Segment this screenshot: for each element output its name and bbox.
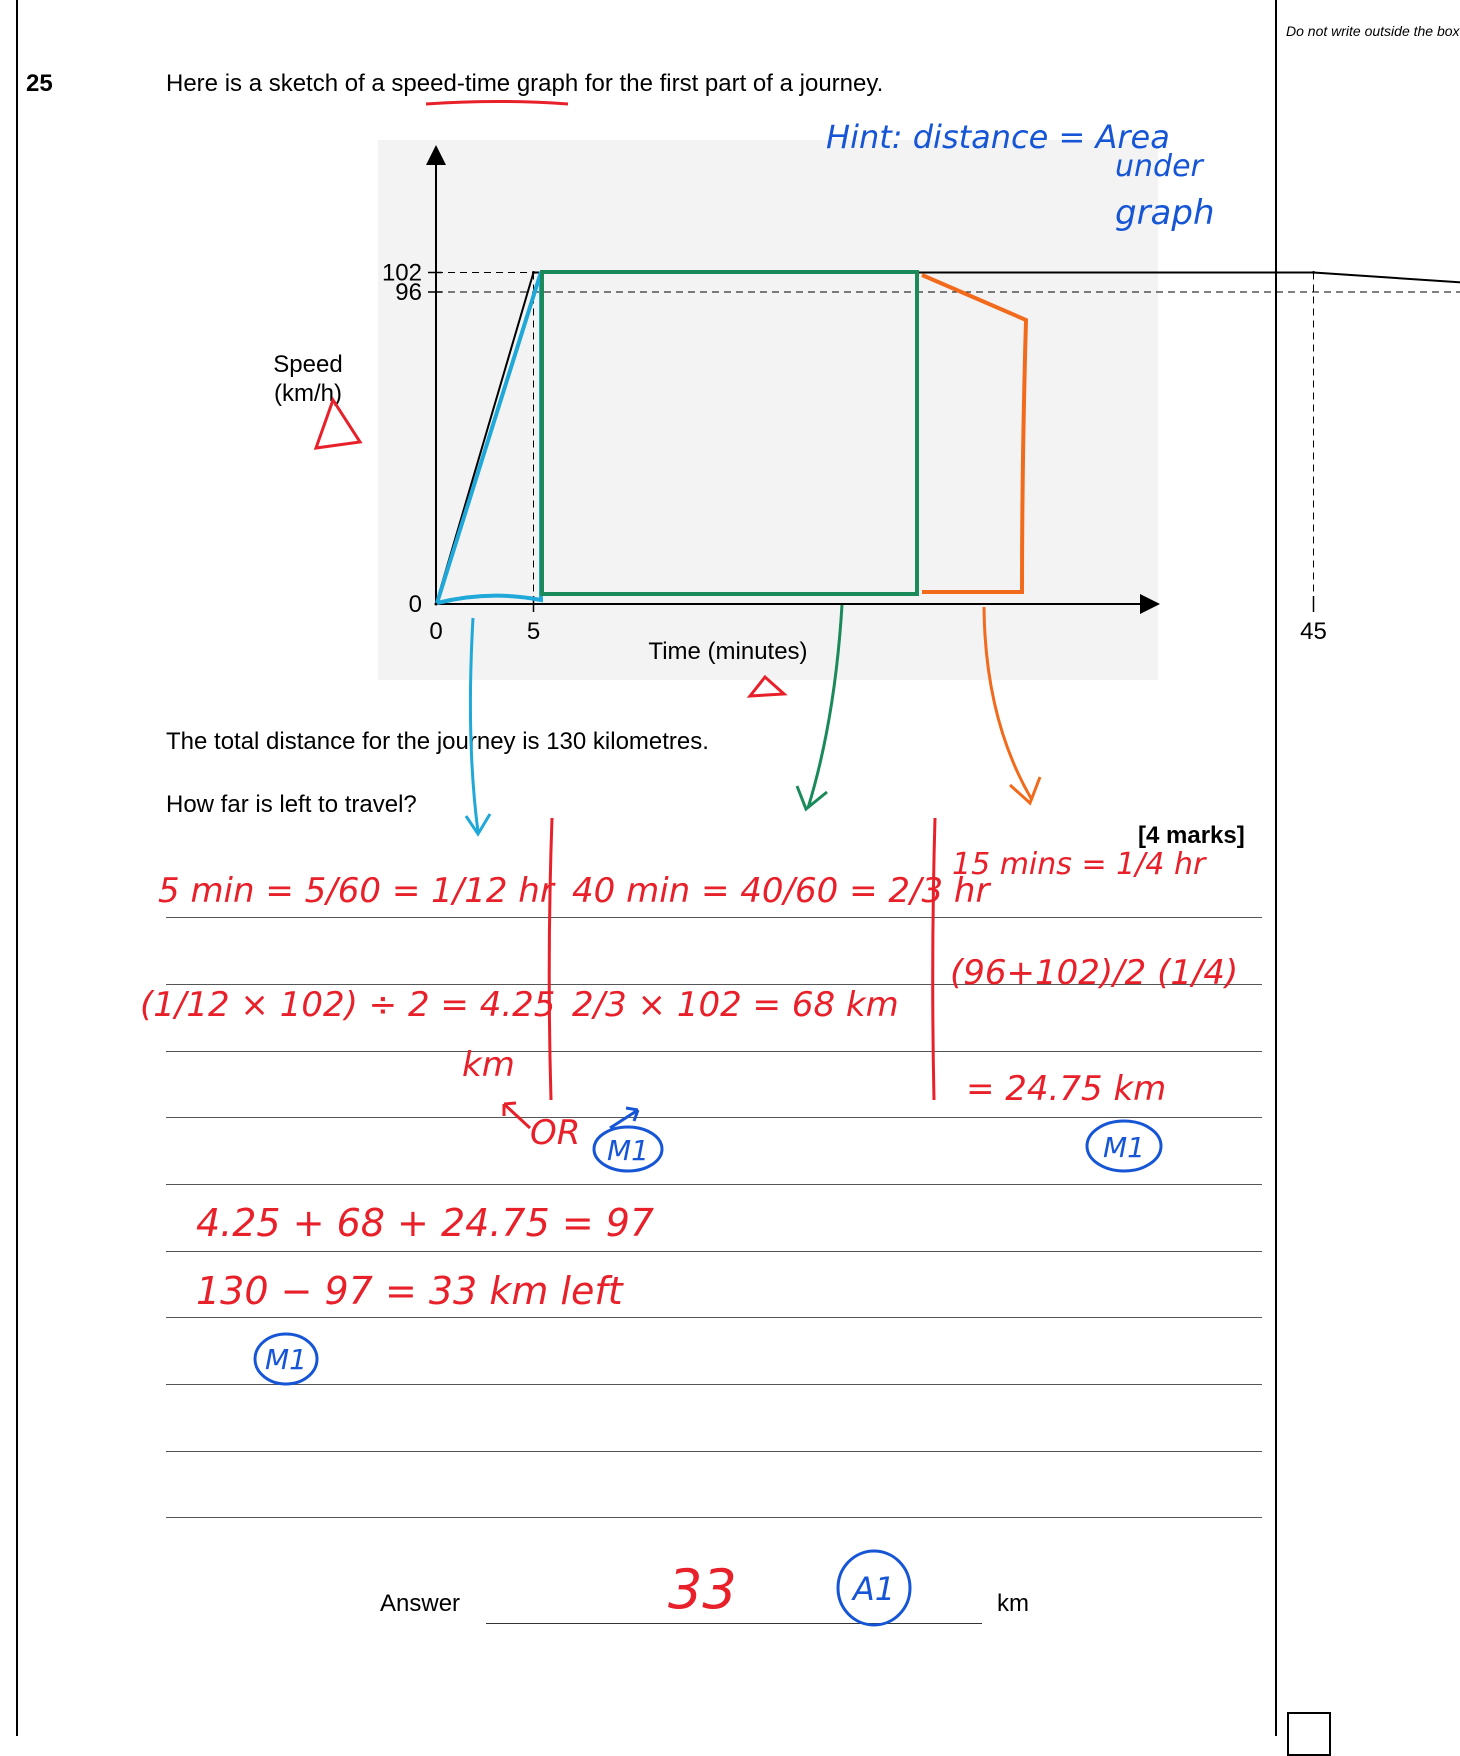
marks-label: [4 marks]: [1138, 822, 1245, 850]
sum-line: 4.25 + 68 + 24.75 = 97: [196, 1201, 654, 1245]
hint-text: under: [1115, 149, 1205, 184]
graph-background: [378, 140, 1158, 680]
y-axis-label: Speed: [273, 351, 342, 378]
question-statement: The total distance for the journey is 130 kilometres.: [166, 728, 709, 756]
mark-a1: [838, 1551, 910, 1625]
x-axis-label: Time (minutes): [648, 638, 807, 665]
answer-unit: km: [997, 1590, 1029, 1618]
question-number: 25: [26, 70, 53, 98]
or-text: OR: [530, 1113, 580, 1153]
answer-value: 33: [668, 1558, 737, 1621]
data-point: [532, 271, 535, 274]
m1-label: M1: [265, 1343, 307, 1376]
col3-calculation: (96+102)/2 (1/4): [950, 953, 1238, 993]
x-tick-label: 0: [429, 618, 442, 645]
mark-m1-col2: [594, 1127, 662, 1171]
y-tick-label: 102: [382, 260, 422, 287]
col1-calculation: (1/12 × 102) ÷ 2 = 4.25: [140, 985, 555, 1025]
x-tick-label: 5: [527, 618, 540, 645]
y-tick-label: 0: [409, 591, 422, 618]
blue-pointer-icon: [610, 1108, 638, 1128]
left-line: 130 − 97 = 33 km left: [196, 1269, 625, 1313]
column-divider: [549, 818, 552, 1100]
hint-text: Hint: distance = Area: [826, 118, 1170, 156]
margin-note: Do not write outside the box: [1286, 22, 1326, 40]
red-underline: [426, 102, 568, 105]
m1-label: M1: [1103, 1131, 1145, 1164]
m1-label: M1: [607, 1134, 649, 1167]
col1-unit: km: [462, 1045, 515, 1085]
red-triangle-icon: [316, 400, 360, 448]
mark-m1-col3: [1087, 1121, 1161, 1171]
data-point: [1312, 271, 1315, 274]
col3-result: = 24.75 km: [966, 1069, 1166, 1109]
answer-label: Answer: [380, 1590, 460, 1618]
col2-conversion: 40 min = 40/60 = 2/3 hr: [572, 871, 991, 911]
a1-label: A1: [851, 1570, 895, 1608]
mark-m1-total: [255, 1334, 317, 1384]
question-intro: Here is a sketch of a speed-time graph for the first part of a journey.: [166, 70, 883, 98]
col3-conversion: 15 mins = 1/4 hr: [952, 847, 1207, 882]
hint-text: graph: [1115, 193, 1215, 233]
col1-conversion: 5 min = 5/60 = 1/12 hr: [158, 871, 556, 911]
red-pointer-icon: [504, 1103, 530, 1128]
handwritten-working: [140, 847, 1238, 1621]
graph-segment: [1314, 273, 1460, 293]
x-tick-label: 45: [1300, 618, 1327, 645]
question-prompt: How far is left to travel?: [166, 791, 417, 819]
col2-calculation: 2/3 × 102 = 68 km: [572, 985, 899, 1025]
y-tick-label: 96: [395, 279, 422, 306]
column-divider: [933, 818, 935, 1100]
y-axis-label: (km/h): [274, 380, 342, 407]
